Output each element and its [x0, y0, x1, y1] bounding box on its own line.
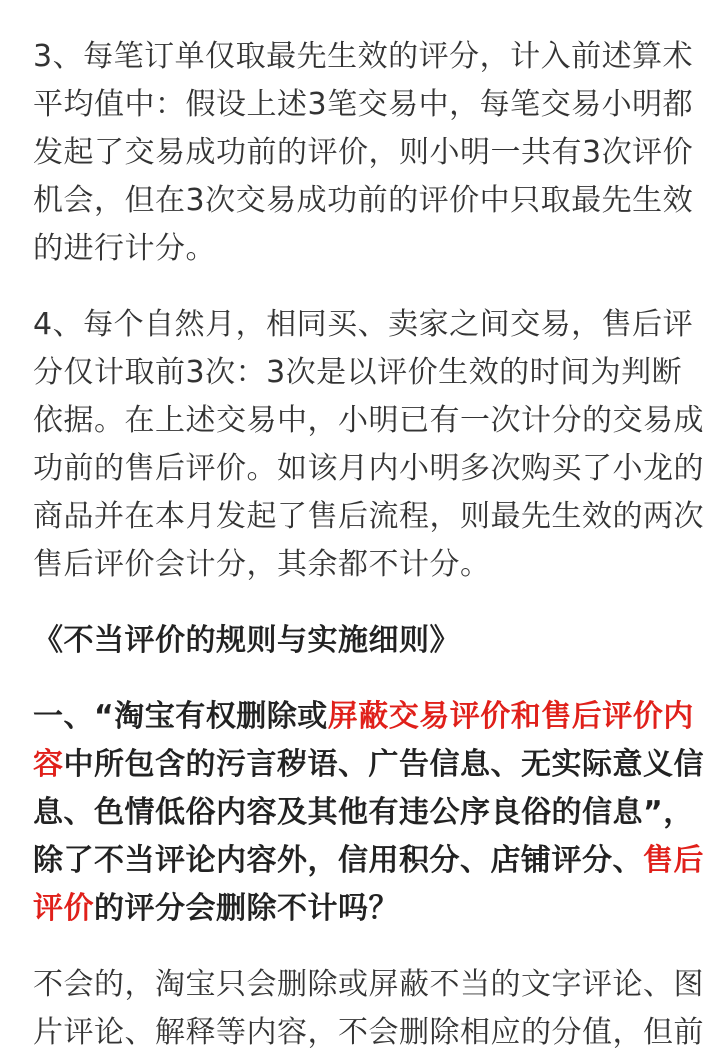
- para4-line-3: 依据。在上述交易中，小明已有一次计分的交易成: [33, 403, 704, 438]
- question-text: 中所包含的污言秽语、广告信息、无实际意义信: [63, 747, 704, 782]
- para4-line-5: 商品并在本月发起了售后流程，则最先生效的两次: [33, 499, 704, 534]
- highlight-text: 售后: [643, 843, 704, 878]
- para4-line-1: 4、每个自然月，相同买、卖家之间交易，售后评: [33, 307, 694, 342]
- question-line-3: 息、色情低俗内容及其他有违公序良俗的信息”，: [33, 795, 694, 830]
- para3-line-5: 的进行计分。: [33, 231, 216, 266]
- section-title: 《不当评价的规则与实施细则》: [33, 623, 460, 658]
- question-line-2: [33, 745, 704, 785]
- answer-line-2: 片评论、解释等内容，不会删除相应的分值，但前: [33, 1015, 704, 1050]
- answer-line-1: 不会的，淘宝只会删除或屏蔽不当的文字评论、图: [33, 967, 704, 1002]
- question-text: 一、“淘宝有权删除或: [33, 699, 328, 734]
- question-line-1: [33, 697, 694, 737]
- highlight-text: 评价: [33, 891, 94, 926]
- para3-line-1: 3、每笔订单仅取最先生效的评分，计入前述算术: [33, 39, 694, 74]
- question-line-4: [33, 841, 704, 881]
- para3-line-2: 平均值中：假设上述3笔交易中，每笔交易小明都: [33, 87, 694, 122]
- question-text: 除了不当评论内容外，信用积分、店铺评分、: [33, 843, 643, 878]
- highlight-text: 容: [33, 747, 64, 782]
- question-text: 的评分会删除不计吗？: [94, 891, 399, 926]
- para3-line-4: 机会，但在3次交易成功前的评价中只取最先生效: [33, 183, 694, 218]
- para4-line-6: 售后评价会计分，其余都不计分。: [33, 547, 491, 582]
- para4-line-4: 功前的售后评价。如该月内小明多次购买了小龙的: [33, 451, 704, 486]
- para3-line-3: 发起了交易成功前的评价，则小明一共有3次评价: [33, 135, 694, 170]
- question-line-5: [33, 889, 399, 929]
- para4-line-2: 分仅计取前3次：3次是以评价生效的时间为判断: [33, 355, 683, 390]
- highlight-text: 屏蔽交易评价和售后评价内: [327, 699, 694, 734]
